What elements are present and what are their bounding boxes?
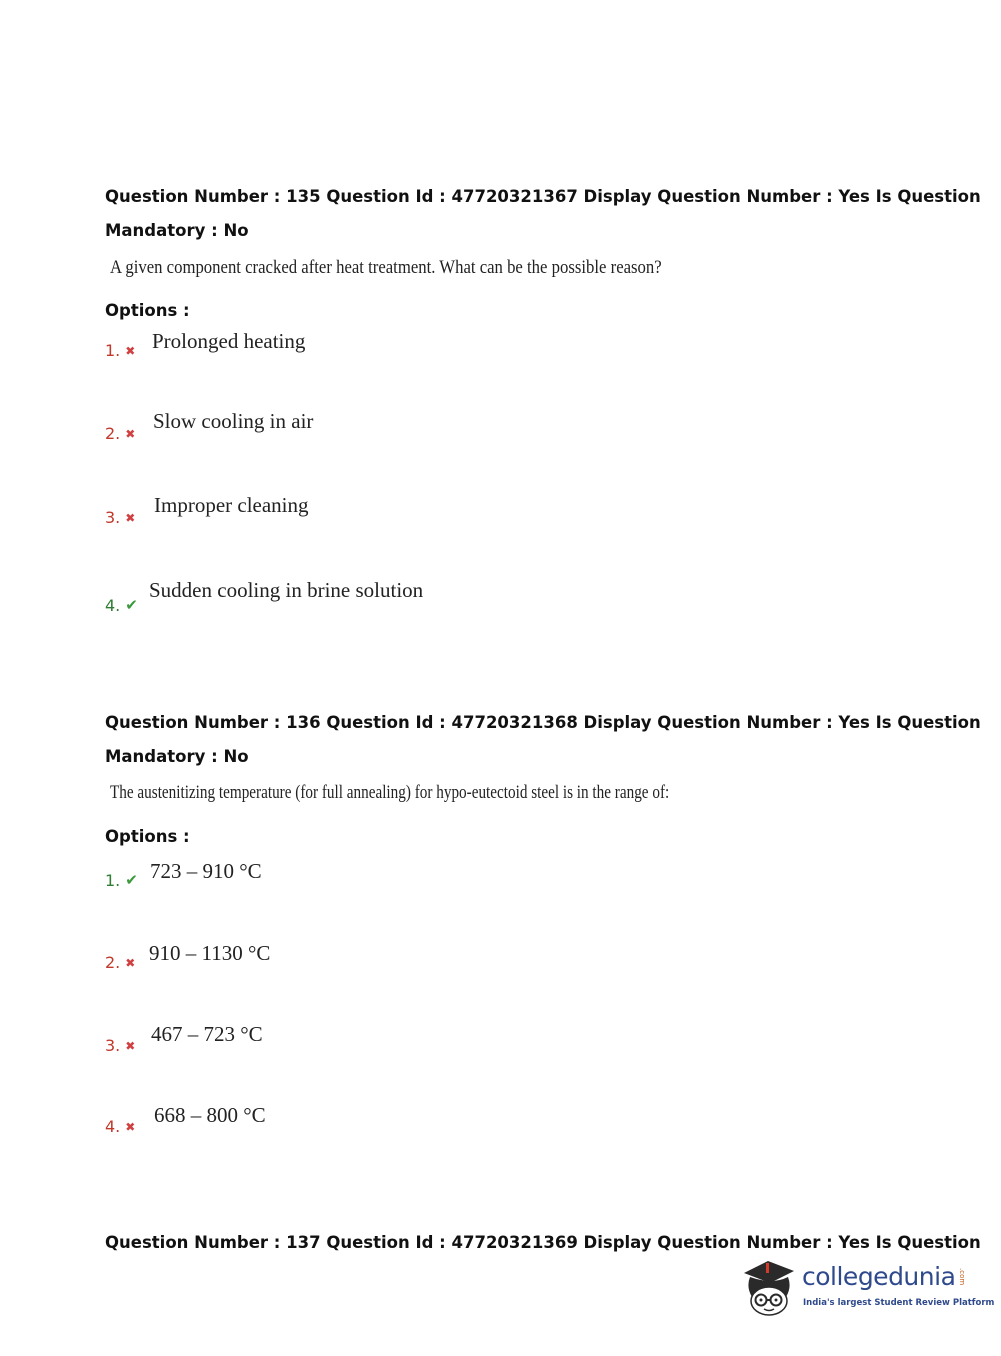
option-number bbox=[105, 508, 135, 527]
cross-icon: ✖ bbox=[125, 344, 136, 358]
question-135-meta-line-1: Question Number : 135 Question Id : 47720321367 Display Question Number : Yes Is Question bbox=[105, 187, 981, 206]
option-text: 910 – 1130 °C bbox=[149, 941, 271, 965]
check-icon: ✔ bbox=[125, 596, 138, 614]
option-number bbox=[105, 596, 138, 615]
option-number-label: 2. bbox=[105, 424, 121, 443]
question-136-meta-line-1: Question Number : 136 Question Id : 47720321368 Display Question Number : Yes Is Question bbox=[105, 713, 981, 732]
option-number-label: 1. bbox=[105, 341, 121, 360]
option-text: 668 – 800 °C bbox=[154, 1103, 266, 1127]
option-number bbox=[105, 341, 135, 360]
cross-icon: ✖ bbox=[125, 511, 136, 525]
question-135-text: A given component cracked after heat treatment. What can be the possible reason? bbox=[110, 257, 662, 278]
question-137-meta-line-1: Question Number : 137 Question Id : 47720321369 Display Question Number : Yes Is Question bbox=[105, 1233, 981, 1252]
option-number bbox=[105, 1036, 135, 1055]
cross-icon: ✖ bbox=[125, 1120, 136, 1134]
cross-icon: ✖ bbox=[125, 1039, 136, 1053]
logo-dotcom: .com bbox=[958, 1268, 966, 1286]
question-136-text: The austenitizing temperature (for full annealing) for hypo-eutectoid steel is in the range of: bbox=[110, 782, 670, 803]
option-number-label: 3. bbox=[105, 1036, 121, 1055]
mascot-icon bbox=[742, 1257, 798, 1319]
option-number bbox=[105, 953, 135, 972]
check-icon: ✔ bbox=[125, 871, 138, 889]
collegedunia-logo bbox=[742, 1255, 995, 1325]
option-text: 467 – 723 °C bbox=[151, 1022, 263, 1046]
option-number-label: 4. bbox=[105, 1117, 121, 1136]
question-135-options-label: Options : bbox=[105, 301, 190, 320]
question-136-options-label: Options : bbox=[105, 827, 190, 846]
cross-icon: ✖ bbox=[125, 956, 136, 970]
question-136-meta-line-2: Mandatory : No bbox=[105, 747, 249, 766]
option-number bbox=[105, 424, 135, 443]
cross-icon: ✖ bbox=[125, 427, 136, 441]
option-text: Prolonged heating bbox=[152, 329, 306, 353]
option-number-label: 1. bbox=[105, 871, 121, 890]
option-number-label: 3. bbox=[105, 508, 121, 527]
option-text: Sudden cooling in brine solution bbox=[149, 578, 424, 602]
question-135-meta-line-2: Mandatory : No bbox=[105, 221, 249, 240]
option-number-label: 4. bbox=[105, 596, 121, 615]
option-text: 723 – 910 °C bbox=[150, 859, 262, 883]
option-number bbox=[105, 871, 138, 890]
option-text: Slow cooling in air bbox=[153, 409, 314, 433]
option-number-label: 2. bbox=[105, 953, 121, 972]
logo-tagline: India's largest Student Review Platform bbox=[803, 1298, 995, 1308]
option-text: Improper cleaning bbox=[154, 493, 309, 517]
logo-name: collegedunia bbox=[802, 1262, 956, 1291]
option-number bbox=[105, 1117, 135, 1136]
